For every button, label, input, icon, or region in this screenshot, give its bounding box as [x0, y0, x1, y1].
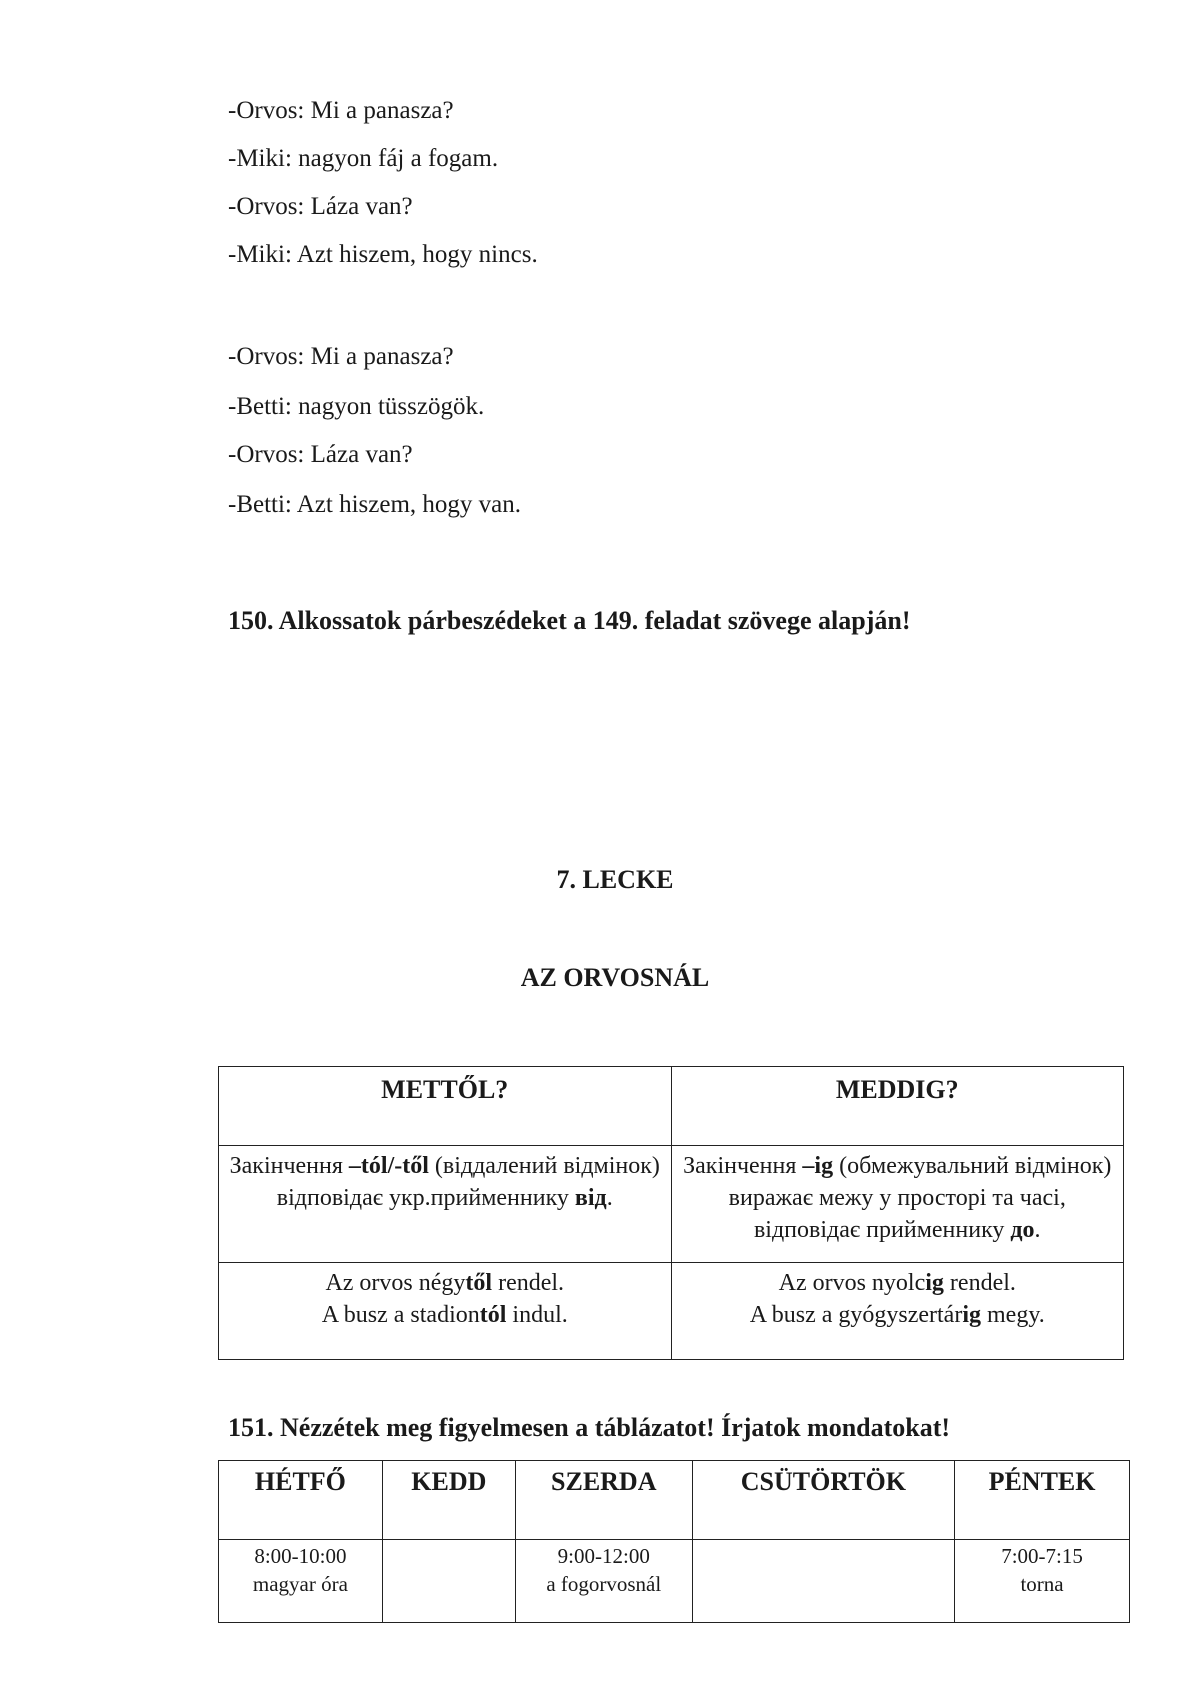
dialogue-line: -Orvos: Mi a panasza?	[228, 343, 454, 370]
header-meddig: MEDDIG?	[671, 1067, 1124, 1146]
lesson-title: AZ ORVOSNÁL	[520, 963, 710, 992]
example-sentence: A busz a gyógyszertárig megy.	[749, 1302, 1045, 1328]
schedule-cell	[692, 1540, 954, 1623]
day-header: KEDD	[382, 1461, 515, 1540]
dialogue-line: -Orvos: Mi a panasza?	[228, 97, 454, 124]
examples-right	[671, 1263, 1124, 1360]
schedule-cell: 7:00-7:15 torna	[955, 1540, 1130, 1623]
example-sentence: A busz a stadiontól indul.	[321, 1302, 568, 1328]
exercise-150-title: 150. Alkossatok párbeszédeket a 149. feladat szövege alapján!	[228, 606, 911, 635]
examples-left	[219, 1263, 672, 1360]
example-sentence: Az orvos nyolcig rendel.	[778, 1270, 1016, 1296]
grammar-table	[218, 1066, 1124, 1360]
day-header: HÉTFŐ	[219, 1461, 383, 1540]
day-header: PÉNTEK	[955, 1461, 1130, 1540]
dialogue-line: -Betti: nagyon tüsszögök.	[228, 393, 485, 420]
schedule-cell: 8:00-10:00 magyar óra	[219, 1540, 383, 1623]
schedule-table	[218, 1460, 1130, 1623]
exercise-151-title: 151. Nézzétek meg figyelmesen a táblázatot! Írjatok mondatokat!	[228, 1413, 951, 1442]
dialogue-line: -Miki: Azt hiszem, hogy nincs.	[228, 241, 538, 268]
dialogue-line: -Miki: nagyon fáj a fogam.	[228, 145, 499, 172]
dialogue-line: -Orvos: Láza van?	[228, 441, 413, 468]
day-header: SZERDA	[515, 1461, 692, 1540]
schedule-cell	[382, 1540, 515, 1623]
dialogue-line: -Orvos: Láza van?	[228, 193, 413, 220]
dialogue-line: -Betti: Azt hiszem, hogy van.	[228, 491, 522, 518]
day-header: CSÜTÖRTÖK	[692, 1461, 954, 1540]
header-mettol: METTŐL?	[219, 1067, 672, 1146]
explanation-right: Закінчення –ig (обмежувальний відмінок) виражає межу у просторі та часі, відповідає прийменнику до.	[671, 1146, 1124, 1263]
lesson-number: 7. LECKE	[556, 865, 674, 894]
schedule-cell: 9:00-12:00 a fogorvosnál	[515, 1540, 692, 1623]
example-sentence: Az orvos négytől rendel.	[325, 1270, 565, 1296]
explanation-left: Закінчення –tól/-től (віддалений відмінок) відповідає укр.прийменнику від.	[219, 1146, 672, 1263]
